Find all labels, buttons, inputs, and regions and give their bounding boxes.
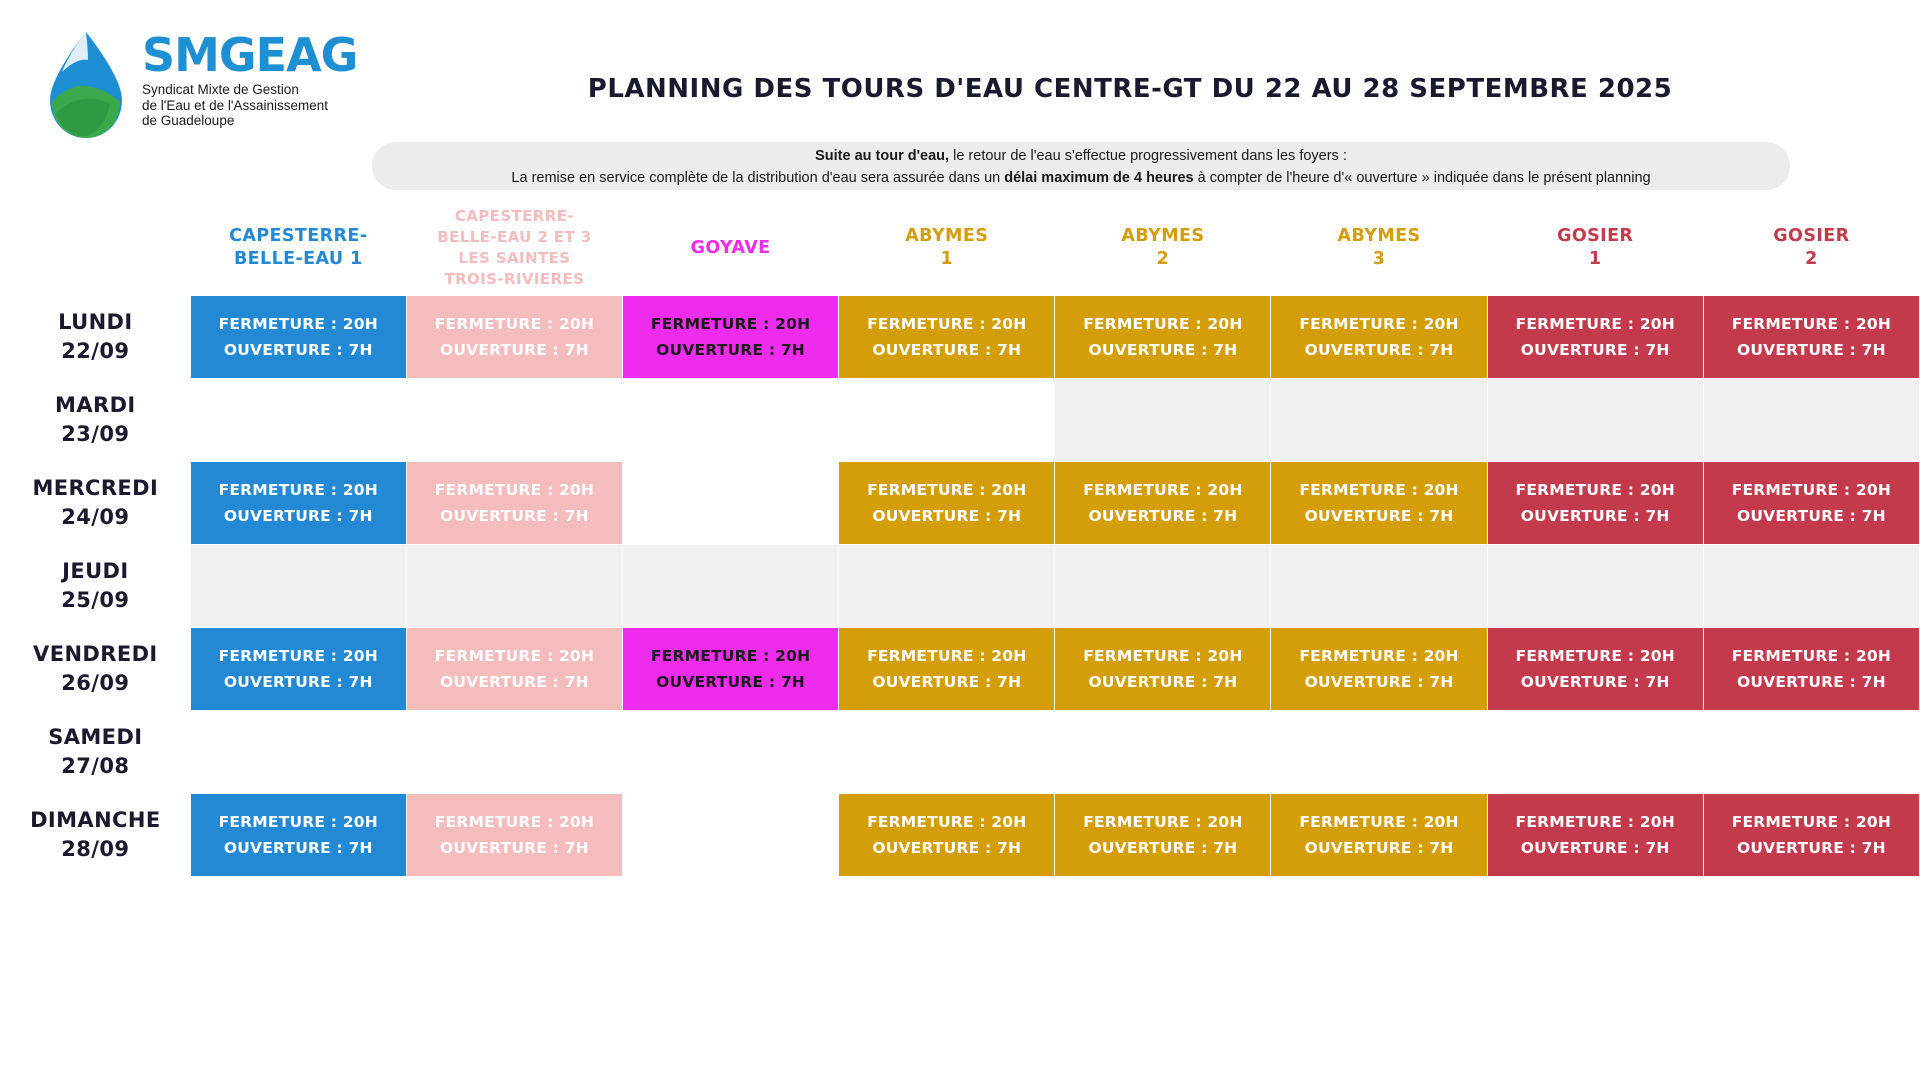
schedule-cell [1055, 296, 1271, 379]
fermeture-label: FERMETURE : 20H [218, 481, 378, 499]
notice-line-2-bold: délai maximum de 4 heures [1004, 170, 1194, 186]
empty-cell [623, 794, 839, 877]
column-header-2 [406, 201, 622, 296]
fermeture-label: FERMETURE : 20H [218, 813, 378, 831]
fermeture-label: FERMETURE : 20H [434, 315, 595, 333]
column-header-line: LES SAINTES [458, 249, 571, 267]
day-date: 24/09 [61, 505, 130, 529]
day-name: LUNDI [58, 310, 133, 334]
empty-cell [1055, 379, 1271, 462]
empty-cell [1487, 545, 1703, 628]
schedule-cell [1271, 628, 1487, 711]
schedule-cell [190, 296, 406, 379]
day-name: VENDREDI [33, 642, 158, 666]
schedule-cell [406, 462, 622, 545]
column-header-line: 2 [1156, 249, 1170, 269]
table-row [1, 296, 1920, 379]
column-header-7 [1487, 201, 1703, 296]
table-row [1, 379, 1920, 462]
empty-cell [623, 545, 839, 628]
schedule-cell [839, 794, 1055, 877]
ouverture-label: OUVERTURE : 7H [1736, 507, 1886, 525]
empty-cell [1703, 545, 1919, 628]
logo-wordmark [142, 30, 392, 129]
ouverture-label: OUVERTURE : 7H [872, 673, 1022, 691]
ouverture-label: OUVERTURE : 7H [1088, 507, 1238, 525]
fermeture-label: FERMETURE : 20H [434, 813, 595, 831]
column-header-1 [190, 201, 406, 296]
fermeture-label: FERMETURE : 20H [1083, 481, 1243, 499]
empty-cell [839, 711, 1055, 794]
empty-cell [623, 379, 839, 462]
notice-line-1 [372, 145, 1790, 167]
ouverture-label: OUVERTURE : 7H [1520, 507, 1670, 525]
ouverture-label: OUVERTURE : 7H [1304, 673, 1454, 691]
fermeture-label: FERMETURE : 20H [1515, 647, 1675, 665]
schedule-cell [1487, 462, 1703, 545]
day-name: SAMEDI [48, 725, 143, 749]
fermeture-label: FERMETURE : 20H [434, 647, 595, 665]
schedule-cell [839, 628, 1055, 711]
empty-cell [190, 379, 406, 462]
ouverture-label: OUVERTURE : 7H [1520, 839, 1670, 857]
fermeture-label: FERMETURE : 20H [1731, 315, 1892, 333]
fermeture-label: FERMETURE : 20H [1083, 813, 1243, 831]
column-header-line: CAPESTERRE- [229, 226, 368, 246]
fermeture-label: FERMETURE : 20H [650, 315, 811, 333]
fermeture-label: FERMETURE : 20H [1515, 315, 1675, 333]
fermeture-label: FERMETURE : 20H [867, 481, 1027, 499]
fermeture-label: FERMETURE : 20H [867, 647, 1027, 665]
empty-cell [1271, 379, 1487, 462]
logo-name: SMGEAG [142, 28, 358, 82]
day-date: 28/09 [61, 837, 130, 861]
logo-subtitle-line-3: de Guadeloupe [142, 113, 235, 128]
fermeture-label: FERMETURE : 20H [434, 481, 595, 499]
schedule-cell [406, 794, 622, 877]
day-name: MERCREDI [32, 476, 159, 500]
column-header-5 [1055, 201, 1271, 296]
fermeture-label: FERMETURE : 20H [1515, 481, 1675, 499]
schedule-cell [1703, 462, 1919, 545]
day-date: 26/09 [61, 671, 130, 695]
column-header-line: TROIS-RIVIERES [444, 270, 585, 288]
empty-cell [1487, 379, 1703, 462]
empty-cell [190, 711, 406, 794]
empty-cell [623, 462, 839, 545]
logo-subtitle-line-1: Syndicat Mixte de Gestion [142, 82, 299, 97]
schedule-cell [1487, 296, 1703, 379]
planning-table-body [1, 296, 1920, 877]
day-label-cell [1, 794, 191, 877]
empty-cell [1271, 545, 1487, 628]
ouverture-label: OUVERTURE : 7H [1088, 341, 1238, 359]
table-row [1, 711, 1920, 794]
notice-line-2-post: à compter de l'heure d'« ouverture » indiquée dans le présent planning [1193, 170, 1651, 186]
schedule-cell [1055, 628, 1271, 711]
fermeture-label: FERMETURE : 20H [867, 315, 1027, 333]
page-header [0, 12, 1920, 152]
ouverture-label: OUVERTURE : 7H [1520, 341, 1670, 359]
empty-cell [1487, 711, 1703, 794]
ouverture-label: OUVERTURE : 7H [656, 341, 805, 359]
table-row [1, 462, 1920, 545]
column-header-line: ABYMES [905, 226, 989, 246]
table-row [1, 794, 1920, 877]
schedule-cell [1487, 794, 1703, 877]
empty-cell [1703, 711, 1919, 794]
column-header-line: GOSIER [1557, 226, 1634, 246]
fermeture-label: FERMETURE : 20H [1731, 647, 1892, 665]
schedule-cell [1703, 628, 1919, 711]
schedule-cell [623, 296, 839, 379]
ouverture-label: OUVERTURE : 7H [1304, 507, 1454, 525]
planning-table [0, 200, 1920, 877]
schedule-cell [1703, 794, 1919, 877]
day-name: MARDI [55, 393, 136, 417]
column-header-line: BELLE-EAU 1 [233, 249, 363, 269]
column-header-line: 1 [940, 249, 954, 269]
ouverture-label: OUVERTURE : 7H [1520, 673, 1670, 691]
notice-banner [372, 142, 1790, 190]
fermeture-label: FERMETURE : 20H [650, 647, 811, 665]
ouverture-label: OUVERTURE : 7H [440, 341, 589, 359]
fermeture-label: FERMETURE : 20H [1299, 481, 1459, 499]
column-header-4 [839, 201, 1055, 296]
schedule-cell [190, 628, 406, 711]
planning-table-head [1, 201, 1920, 296]
column-header-line: ABYMES [1121, 226, 1205, 246]
table-corner-cell [1, 201, 191, 296]
day-date: 22/09 [61, 339, 130, 363]
water-drop-icon [36, 28, 136, 143]
empty-cell [839, 545, 1055, 628]
notice-line-1-rest: le retour de l'eau s'effectue progressivement dans les foyers : [949, 148, 1347, 164]
fermeture-label: FERMETURE : 20H [218, 647, 378, 665]
day-label-cell [1, 296, 191, 379]
fermeture-label: FERMETURE : 20H [867, 813, 1027, 831]
ouverture-label: OUVERTURE : 7H [1736, 341, 1886, 359]
schedule-cell [190, 462, 406, 545]
page-title: PLANNING DES TOURS D'EAU CENTRE-GT DU 22 AU 28 SEPTEMBRE 2025 [587, 74, 1673, 104]
column-header-line: 2 [1805, 249, 1818, 269]
fermeture-label: FERMETURE : 20H [1731, 813, 1892, 831]
schedule-cell [406, 296, 622, 379]
empty-cell [1703, 379, 1919, 462]
ouverture-label: OUVERTURE : 7H [1088, 839, 1238, 857]
ouverture-label: OUVERTURE : 7H [1088, 673, 1238, 691]
ouverture-label: OUVERTURE : 7H [440, 673, 589, 691]
empty-cell [839, 379, 1055, 462]
schedule-cell [190, 794, 406, 877]
column-header-line: BELLE-EAU 2 ET 3 [437, 228, 592, 246]
column-header-6 [1271, 201, 1487, 296]
notice-line-2-pre: La remise en service complète de la distribution d'eau sera assurée dans un [511, 170, 1005, 186]
schedule-cell [1271, 794, 1487, 877]
fermeture-label: FERMETURE : 20H [1731, 481, 1892, 499]
schedule-cell [1271, 296, 1487, 379]
schedule-cell [623, 628, 839, 711]
ouverture-label: OUVERTURE : 7H [1736, 673, 1886, 691]
ouverture-label: OUVERTURE : 7H [1304, 839, 1454, 857]
schedule-cell [839, 462, 1055, 545]
column-header-3 [623, 201, 839, 296]
column-header-line: CAPESTERRE- [454, 207, 574, 225]
schedule-cell [406, 628, 622, 711]
empty-cell [406, 711, 622, 794]
empty-cell [406, 379, 622, 462]
column-header-row [1, 201, 1920, 296]
notice-line-2 [372, 167, 1790, 189]
empty-cell [1055, 545, 1271, 628]
day-label-cell [1, 545, 191, 628]
empty-cell [623, 711, 839, 794]
fermeture-label: FERMETURE : 20H [1515, 813, 1675, 831]
day-date: 25/09 [61, 588, 130, 612]
empty-cell [406, 545, 622, 628]
ouverture-label: OUVERTURE : 7H [872, 341, 1022, 359]
ouverture-label: OUVERTURE : 7H [440, 839, 589, 857]
fermeture-label: FERMETURE : 20H [1299, 647, 1459, 665]
column-header-line: 3 [1372, 249, 1386, 269]
ouverture-label: OUVERTURE : 7H [223, 341, 373, 359]
ouverture-label: OUVERTURE : 7H [1736, 839, 1886, 857]
ouverture-label: OUVERTURE : 7H [872, 839, 1022, 857]
ouverture-label: OUVERTURE : 7H [872, 507, 1022, 525]
fermeture-label: FERMETURE : 20H [1299, 315, 1459, 333]
ouverture-label: OUVERTURE : 7H [440, 507, 589, 525]
day-label-cell [1, 628, 191, 711]
ouverture-label: OUVERTURE : 7H [223, 507, 373, 525]
table-row [1, 545, 1920, 628]
table-row [1, 628, 1920, 711]
day-label-cell [1, 711, 191, 794]
schedule-cell [1487, 628, 1703, 711]
ouverture-label: OUVERTURE : 7H [223, 839, 373, 857]
schedule-cell [1055, 794, 1271, 877]
day-name: JEUDI [62, 559, 129, 583]
day-date: 23/09 [61, 422, 130, 446]
schedule-cell [1703, 296, 1919, 379]
ouverture-label: OUVERTURE : 7H [1304, 341, 1454, 359]
schedule-cell [839, 296, 1055, 379]
logo-subtitle-line-2: de l'Eau et de l'Assainissement [142, 97, 329, 113]
smgeag-logo [30, 20, 390, 150]
column-header-line: GOYAVE [690, 237, 771, 258]
ouverture-label: OUVERTURE : 7H [656, 673, 805, 691]
column-header-line: GOSIER [1773, 226, 1850, 246]
schedule-cell [1055, 462, 1271, 545]
ouverture-label: OUVERTURE : 7H [223, 673, 373, 691]
schedule-cell [1271, 462, 1487, 545]
empty-cell [190, 545, 406, 628]
empty-cell [1055, 711, 1271, 794]
fermeture-label: FERMETURE : 20H [1299, 813, 1459, 831]
day-name: DIMANCHE [30, 808, 161, 832]
column-header-8 [1703, 201, 1919, 296]
day-label-cell [1, 462, 191, 545]
day-label-cell [1, 379, 191, 462]
fermeture-label: FERMETURE : 20H [218, 315, 378, 333]
fermeture-label: FERMETURE : 20H [1083, 647, 1243, 665]
empty-cell [1271, 711, 1487, 794]
column-header-line: ABYMES [1337, 226, 1421, 246]
fermeture-label: FERMETURE : 20H [1083, 315, 1243, 333]
notice-line-1-bold: Suite au tour d'eau, [815, 148, 950, 164]
logo-subtitle [142, 82, 392, 129]
column-header-line: 1 [1588, 249, 1602, 269]
day-date: 27/08 [61, 754, 130, 778]
